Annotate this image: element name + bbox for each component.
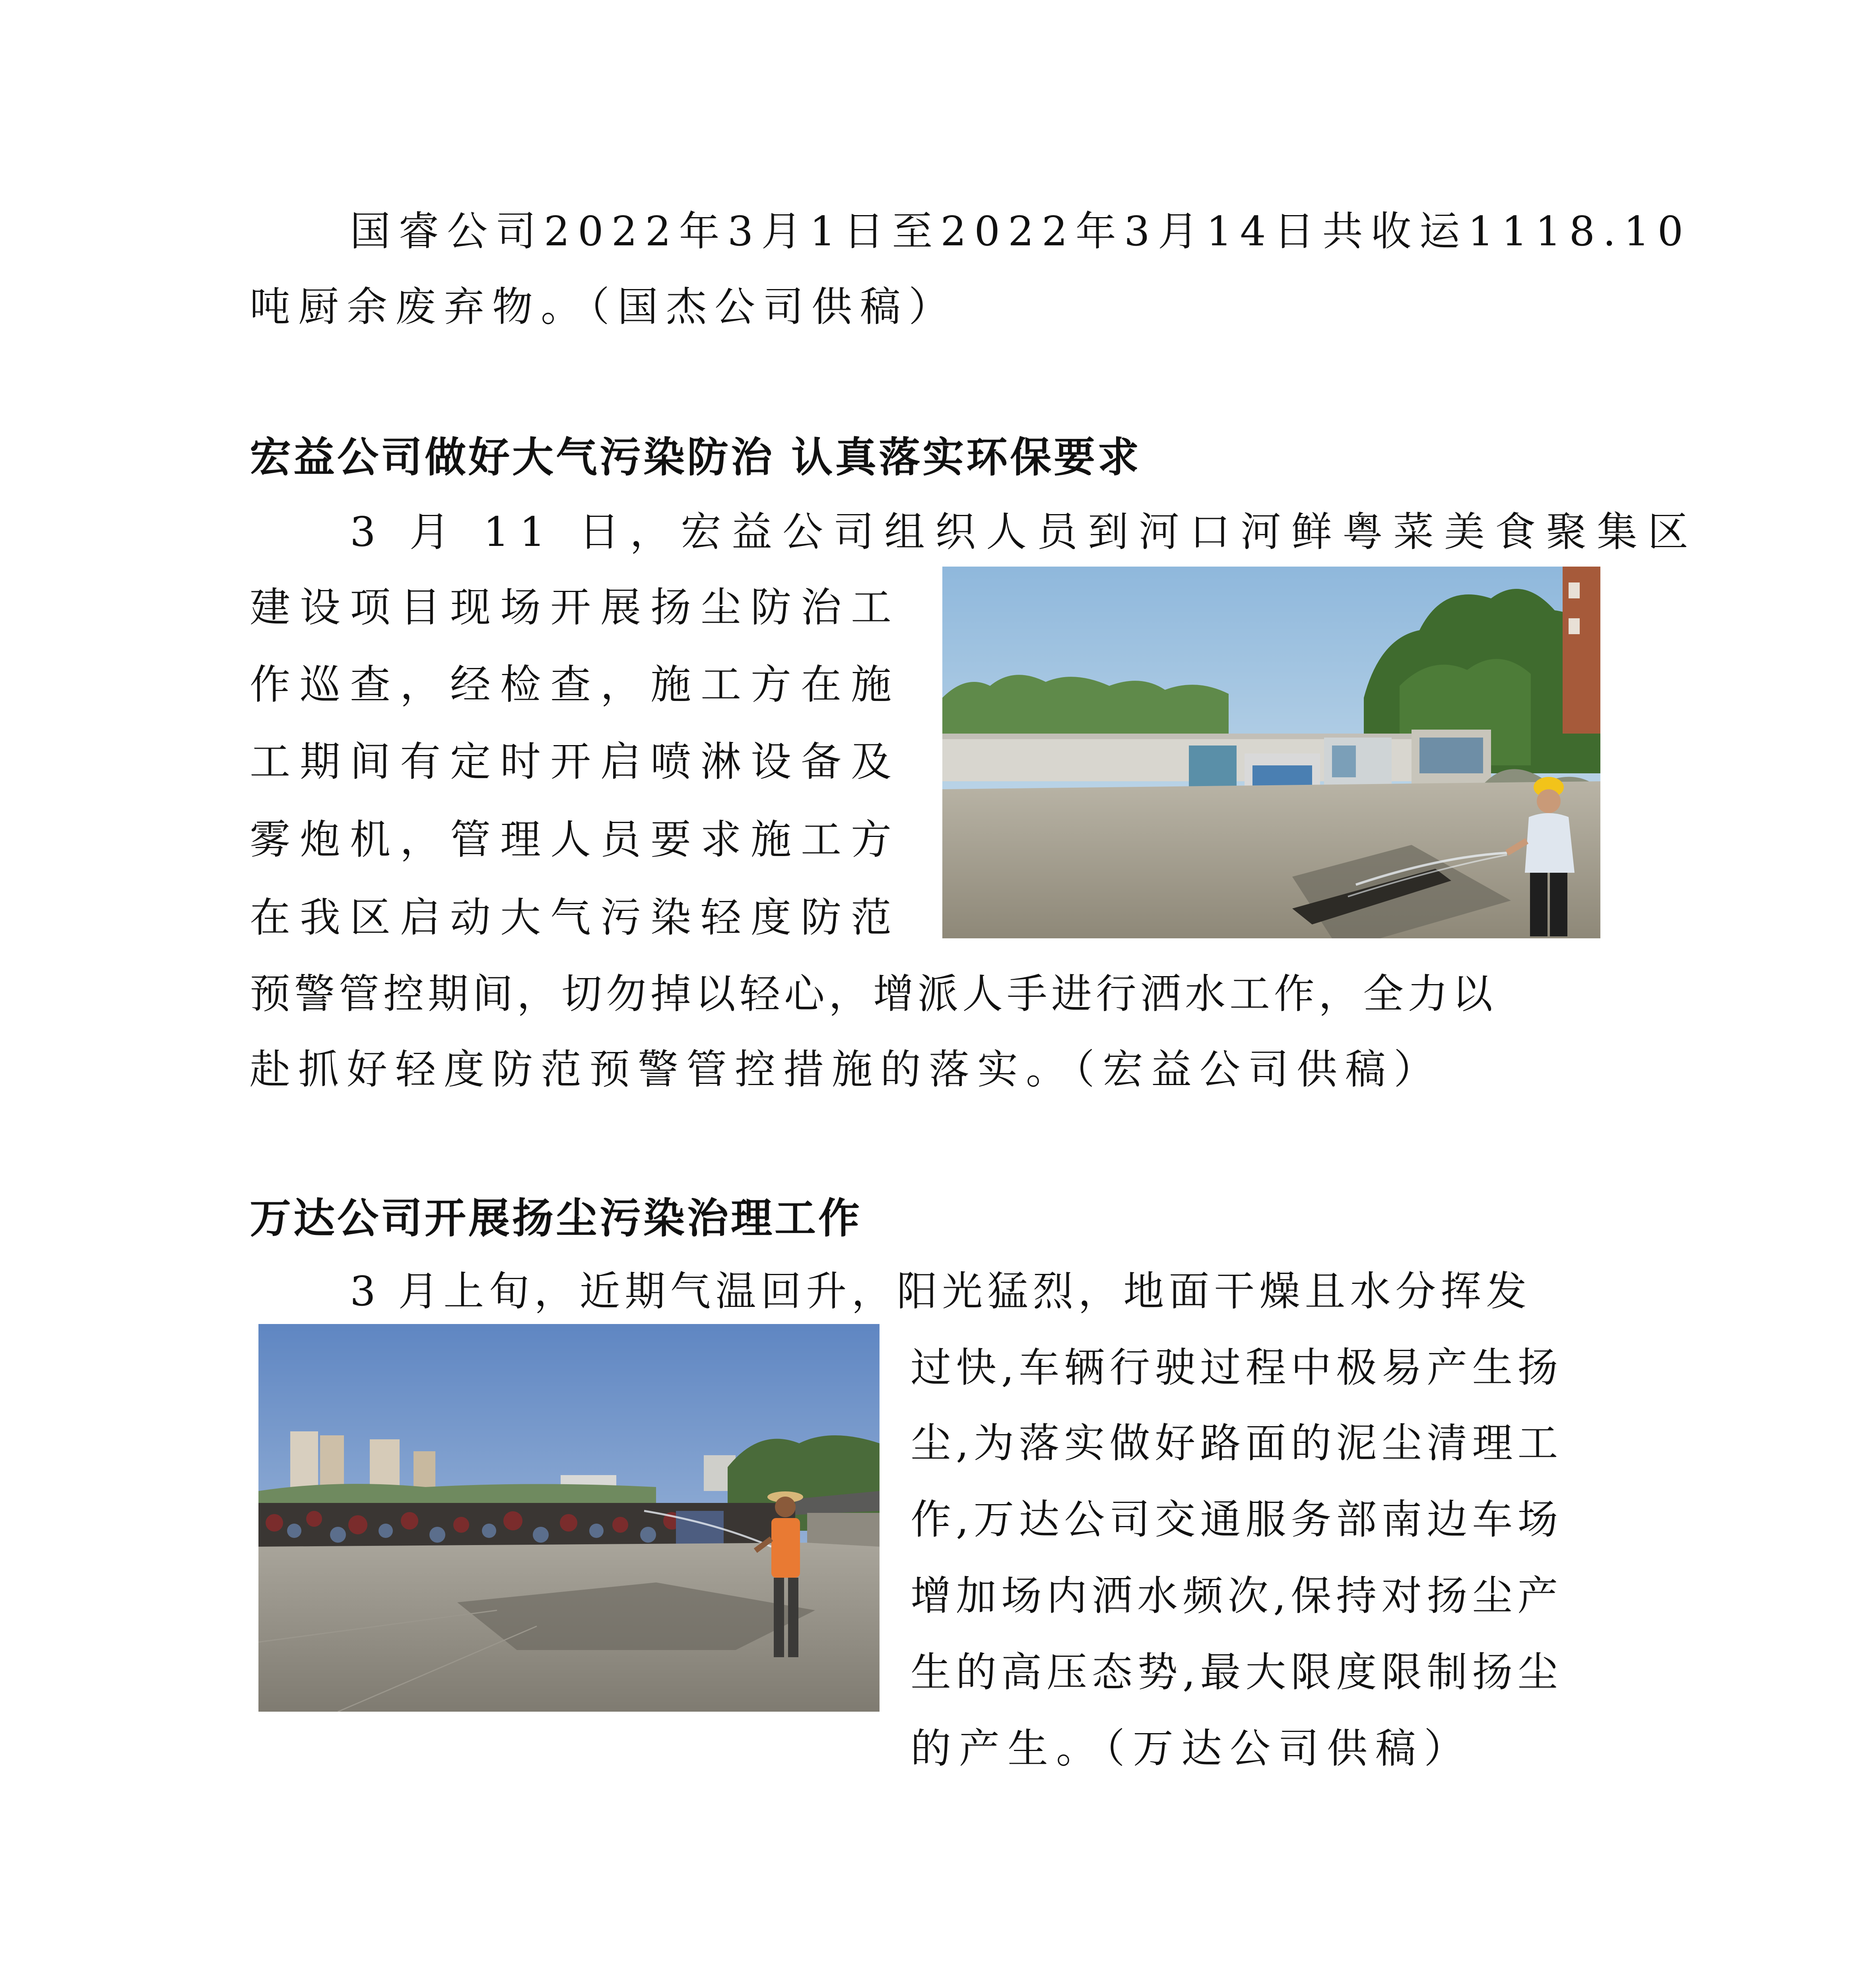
article3-line-6: 生的高压态势,最大限度限制扬尘 (911, 1649, 1563, 1696)
article2-line-1: 3 月 11 日，宏益公司组织人员到河口河鲜粤菜美食聚集区 (350, 509, 1699, 556)
article1-line-1: 国睿公司2022年3月1日至2022年3月14日共收运1118.10 (350, 208, 1691, 255)
construction-site-photo (942, 567, 1600, 938)
article2-line-5: 雾炮机，管理人员要求施工方 (250, 816, 901, 864)
article2-line-7: 预警管控期间，切勿掉以轻心，增派人手进行洒水工作，全力以 (250, 971, 1497, 1018)
article2-line-2: 建设项目现场开展扬尘防治工 (250, 584, 901, 631)
article2-line-3: 作巡查，经检查，施工方在施 (250, 661, 901, 709)
parking-lot-photo (258, 1324, 880, 1712)
article3-line-2: 过快,车辆行驶过程中极易产生扬 (911, 1344, 1563, 1392)
article2-line-8: 赴抓好轻度防范预警管控措施的落实。（宏益公司供稿） (250, 1046, 1442, 1093)
article3-title: 万达公司开展扬尘污染治理工作 (250, 1194, 862, 1242)
article2-line-6: 在我区启动大气污染轻度防范 (250, 894, 901, 942)
article3-line-3: 尘,为落实做好路面的泥尘清理工 (911, 1420, 1563, 1467)
article2-title: 宏益公司做好大气污染防治 认真落实环保要求 (250, 433, 1142, 481)
article3-line-4: 作,万达公司交通服务部南边车场 (911, 1496, 1563, 1543)
article2-line-4: 工期间有定时开启喷淋设备及 (250, 738, 901, 786)
article3-line-5: 增加场内洒水频次,保持对扬尘产 (911, 1573, 1563, 1620)
article3-line-1: 3 月上旬，近期气温回升，阳光猛烈，地面干燥且水分挥发 (350, 1268, 1532, 1315)
article1-line-2: 吨厨余废弃物。（国杰公司供稿） (250, 283, 957, 331)
article3-line-7: 的产生。（万达公司供稿） (911, 1725, 1472, 1773)
